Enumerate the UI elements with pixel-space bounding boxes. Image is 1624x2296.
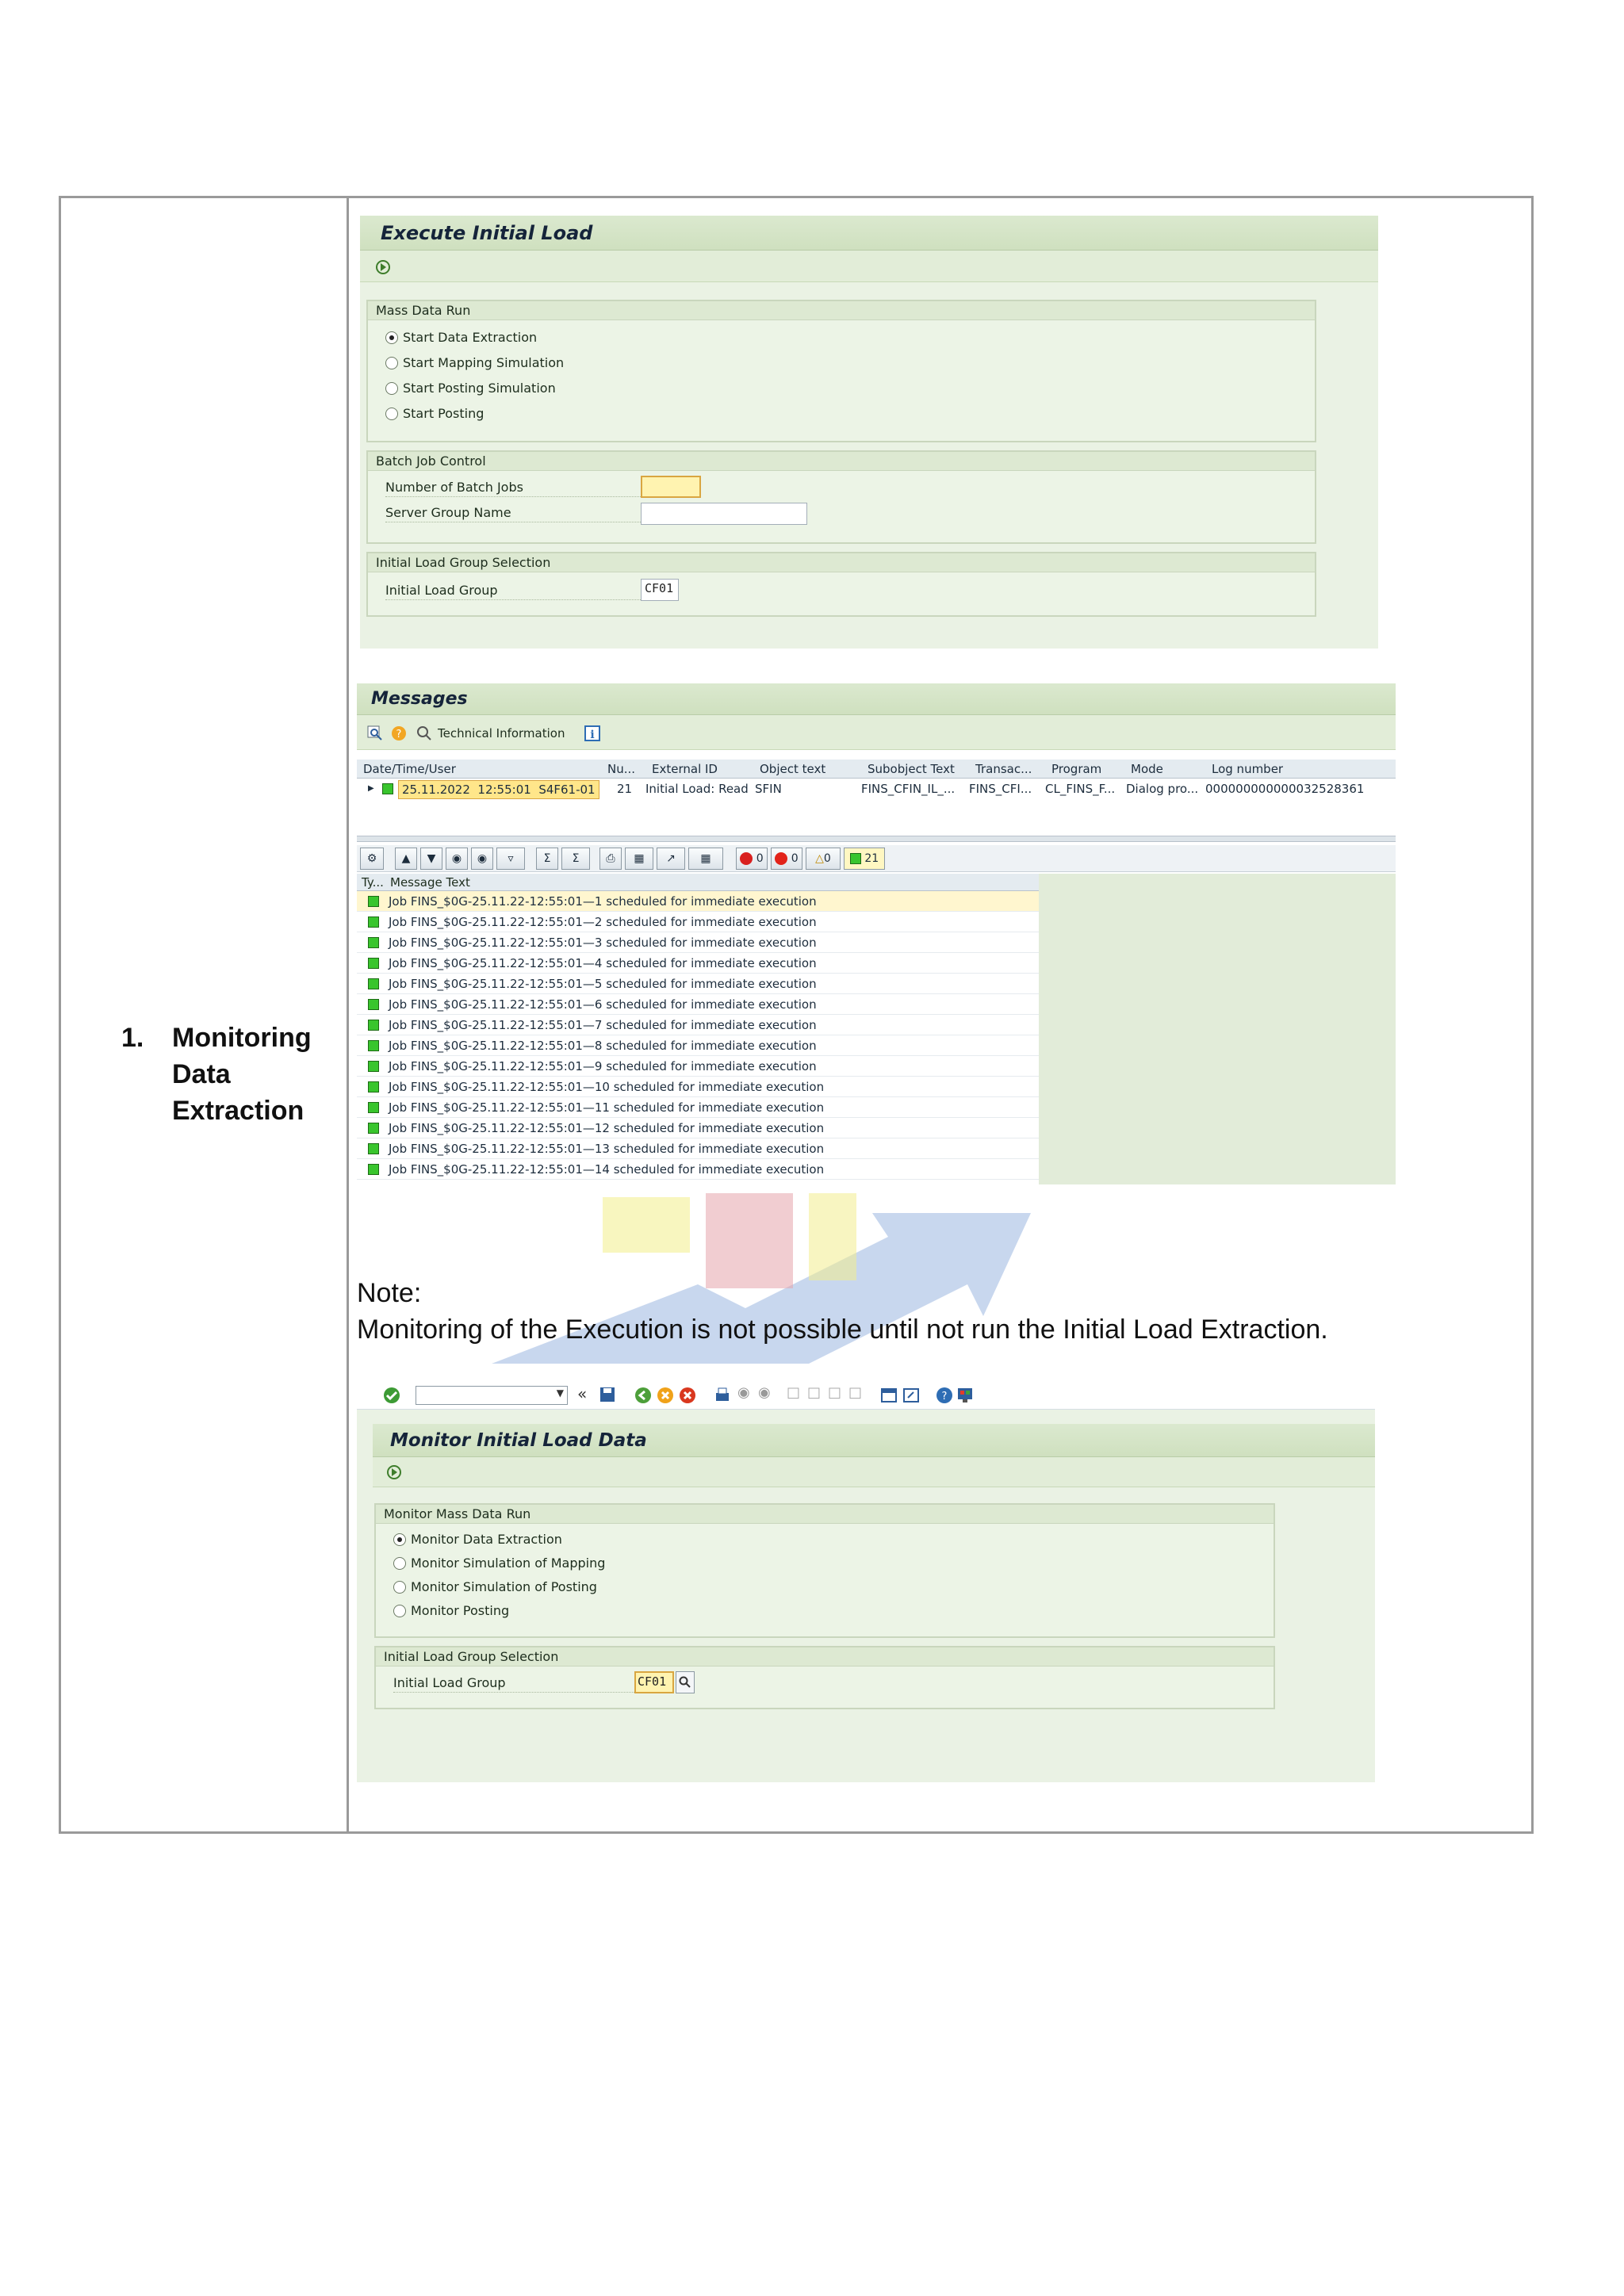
print-icon[interactable] [714, 1387, 731, 1404]
message-text: Job FINS_$0G-25.11.22-12:55:01—9 scheduled for immediate execution [389, 1059, 817, 1073]
success-count-button[interactable] [844, 848, 885, 870]
error-count: 0 [791, 852, 799, 865]
message-text: Job FINS_$0G-25.11.22-12:55:01—6 scheduled for immediate execution [389, 997, 817, 1012]
message-list-header [357, 874, 1039, 891]
monitor-mass-data-run-group [374, 1503, 1275, 1638]
splitter[interactable] [357, 836, 1396, 842]
col-subobject-text[interactable]: Subobject Text [868, 762, 955, 776]
batch-jobs-row [385, 479, 647, 497]
print-button[interactable]: ⎙ [599, 848, 622, 870]
initial-load-group-label: Initial Load Group [385, 583, 498, 598]
success-status-icon [368, 1020, 379, 1031]
find-icon[interactable]: ◉ [737, 1384, 750, 1401]
messages-titlebar [357, 683, 1396, 715]
col-number[interactable]: Nu... [607, 762, 636, 776]
exit-icon[interactable] [657, 1387, 674, 1404]
execute-icon[interactable] [374, 258, 392, 276]
initial-load-group-selection [366, 552, 1316, 617]
batch-job-control-group [366, 450, 1316, 544]
success-status-icon [368, 916, 379, 928]
find-button[interactable]: ◉ [446, 848, 468, 870]
col-transaction[interactable]: Transac... [975, 762, 1032, 776]
messages-title: Messages [371, 689, 468, 709]
error-icon [775, 852, 787, 865]
sort-ascending-button[interactable]: ▲ [395, 848, 417, 870]
screen-title: Execute Initial Load [381, 222, 593, 244]
radio-label: Monitor Simulation of Posting [411, 1579, 597, 1594]
screen-titlebar [360, 216, 1378, 251]
log-object-text: SFIN [755, 782, 782, 796]
monitor-titlebar [373, 1424, 1375, 1457]
application-toolbar [360, 251, 1378, 282]
success-status-icon [368, 1123, 379, 1134]
radio-button[interactable] [385, 382, 398, 395]
success-count: 21 [864, 852, 879, 865]
warning-count: 0 [823, 852, 831, 865]
monitor-mass-data-run-title: Monitor Mass Data Run [376, 1505, 1274, 1524]
success-status-icon [368, 978, 379, 989]
message-list [357, 891, 1039, 1184]
success-icon [850, 853, 861, 864]
col-type[interactable]: Ty... [362, 875, 384, 890]
col-external-id[interactable]: External ID [652, 762, 718, 776]
radio-button[interactable] [385, 408, 398, 420]
chevron-down-icon[interactable]: ▼ [556, 1387, 564, 1399]
radio-button[interactable] [393, 1533, 406, 1546]
message-row[interactable] [357, 994, 1039, 1015]
message-row[interactable] [357, 891, 1039, 912]
warning-count-button[interactable] [806, 848, 841, 870]
warning-icon: △ [815, 852, 824, 865]
monitor-initial-load-group-label: Initial Load Group [393, 1675, 506, 1690]
new-session-icon[interactable] [880, 1387, 898, 1404]
server-group-row [385, 504, 647, 522]
success-status-icon [368, 1061, 379, 1072]
success-status-icon [368, 937, 379, 948]
message-list-side-area [1039, 874, 1396, 1184]
success-status-icon [368, 1081, 379, 1093]
subtotal-button[interactable]: Σ [561, 848, 590, 870]
message-text: Job FINS_$0G-25.11.22-12:55:01—1 scheduled for immediate execution [389, 894, 817, 909]
message-text: Job FINS_$0G-25.11.22-12:55:01—4 scheduled for immediate execution [389, 956, 817, 970]
log-transaction: FINS_CFI... [969, 782, 1032, 796]
radio-button[interactable] [385, 357, 398, 369]
monitor-initial-load-group-input[interactable]: CF01 [634, 1671, 674, 1693]
step-title: Monitoring Data Extraction [172, 1023, 312, 1126]
value-help-button[interactable] [676, 1671, 695, 1693]
stop-count: 0 [756, 852, 764, 865]
message-row[interactable] [357, 912, 1039, 932]
messages-screen [357, 683, 1396, 1184]
detail-button[interactable]: ⚙ [360, 848, 384, 870]
success-status-icon [382, 783, 393, 794]
message-text: Job FINS_$0G-25.11.22-12:55:01—10 scheduled for immediate execution [389, 1080, 825, 1094]
next-page-icon[interactable]: □ [828, 1384, 842, 1401]
double-chevron-icon[interactable]: « [577, 1384, 588, 1403]
radio-label: Monitor Simulation of Mapping [411, 1556, 606, 1571]
cancel-icon[interactable] [679, 1387, 696, 1404]
set-filter-button[interactable]: ▿ [496, 848, 525, 870]
radio-label: Monitor Posting [411, 1603, 510, 1618]
radio-label: Start Data Extraction [403, 330, 538, 345]
log-grid-header [357, 760, 1396, 779]
col-log-number[interactable]: Log number [1212, 762, 1284, 776]
message-text: Job FINS_$0G-25.11.22-12:55:01—13 scheduled for immediate execution [389, 1142, 825, 1156]
note-text: Monitoring of the Execution is not possible until not run the Initial Load Extraction. [357, 1314, 1328, 1345]
batch-jobs-label: Number of Batch Jobs [385, 480, 523, 495]
initial-load-group-row [385, 582, 647, 600]
initial-load-group-input[interactable]: CF01 [641, 579, 679, 601]
message-list-toolbar [357, 845, 1396, 872]
messages-toolbar [357, 715, 1396, 750]
radio-label: Start Mapping Simulation [403, 355, 565, 370]
error-count-button[interactable] [771, 848, 802, 870]
svg-text:?: ? [941, 1391, 948, 1402]
system-toolbar [357, 1380, 1375, 1410]
message-row[interactable] [357, 1015, 1039, 1035]
technical-info-icon[interactable] [416, 725, 433, 742]
svg-text:i: i [590, 729, 595, 741]
col-datetime[interactable]: Date/Time/User [363, 762, 456, 776]
col-object-text[interactable]: Object text [760, 762, 826, 776]
col-program[interactable]: Program [1051, 762, 1102, 776]
message-text: Job FINS_$0G-25.11.22-12:55:01—7 scheduled for immediate execution [389, 1018, 817, 1032]
log-external-id: Initial Load: Read [645, 782, 749, 796]
monitor-application-toolbar [373, 1457, 1375, 1487]
radio-button[interactable] [385, 331, 398, 344]
enter-check-icon[interactable] [382, 1386, 401, 1405]
col-message-text[interactable]: Message Text [390, 875, 470, 890]
success-status-icon [368, 1164, 379, 1175]
message-row[interactable] [357, 974, 1039, 994]
success-status-icon [368, 958, 379, 969]
execute-icon[interactable] [385, 1464, 403, 1481]
message-row[interactable] [357, 1138, 1039, 1159]
help-icon[interactable] [390, 725, 408, 742]
stop-count-button[interactable] [736, 848, 768, 870]
filter-button[interactable]: ▼ [420, 848, 442, 870]
sum-button[interactable]: Σ [536, 848, 558, 870]
success-status-icon [368, 896, 379, 907]
batch-jobs-input[interactable] [641, 476, 701, 498]
table-column-divider [347, 198, 349, 1831]
message-text: Job FINS_$0G-25.11.22-12:55:01—8 scheduled for immediate execution [389, 1039, 817, 1053]
customize-layout-icon[interactable] [956, 1387, 974, 1404]
monitor-title: Monitor Initial Load Data [390, 1430, 647, 1451]
radio-label: Start Posting Simulation [403, 381, 556, 396]
details-icon[interactable] [366, 725, 384, 742]
back-icon[interactable] [634, 1387, 652, 1404]
expand-arrow-icon[interactable]: ▶ [368, 784, 374, 793]
log-mode: Dialog pro... [1126, 782, 1199, 796]
last-page-icon[interactable]: □ [848, 1384, 863, 1401]
step-number: 1. [121, 1023, 144, 1053]
success-status-icon [368, 999, 379, 1010]
server-group-label: Server Group Name [385, 505, 511, 520]
log-program: CL_FINS_F... [1045, 782, 1116, 796]
technical-info-label[interactable]: Technical Information [438, 726, 565, 740]
message-row[interactable] [357, 1097, 1039, 1118]
message-row[interactable] [357, 1056, 1039, 1077]
radio-label: Monitor Data Extraction [411, 1532, 562, 1547]
message-row[interactable] [357, 1159, 1039, 1180]
help-circle-icon[interactable] [936, 1387, 953, 1404]
search-icon [679, 1676, 691, 1689]
info-icon[interactable] [584, 725, 601, 742]
mass-data-run-group [366, 300, 1316, 442]
server-group-input[interactable] [641, 503, 807, 525]
monitor-initial-load-group-title: Initial Load Group Selection [376, 1647, 1274, 1667]
shortcut-icon[interactable] [902, 1387, 920, 1404]
export-button[interactable]: ↗ [657, 848, 685, 870]
find-next-button[interactable]: ◉ [471, 848, 493, 870]
views-button[interactable]: ▦ [625, 848, 653, 870]
initial-load-group-title: Initial Load Group Selection [368, 553, 1315, 572]
save-icon[interactable] [599, 1387, 615, 1402]
radio-label: Start Posting [403, 406, 485, 421]
col-mode[interactable]: Mode [1131, 762, 1163, 776]
message-row[interactable] [357, 953, 1039, 974]
layout-button[interactable]: ▦ [688, 848, 723, 870]
stop-icon [740, 852, 753, 865]
find-next-icon[interactable]: ◉ [758, 1384, 771, 1401]
message-text: Job FINS_$0G-25.11.22-12:55:01—3 scheduled for immediate execution [389, 936, 817, 950]
log-subobject: FINS_CFIN_IL_... [861, 782, 956, 796]
success-status-icon [368, 1102, 379, 1113]
radio-button[interactable] [393, 1581, 406, 1594]
log-datetime: 25.11.2022 12:55:01 S4F61-01 [398, 780, 599, 799]
batch-job-control-title: Batch Job Control [368, 452, 1315, 471]
monitor-screen [357, 1380, 1375, 1782]
monitor-initial-load-group-row [393, 1674, 642, 1693]
radio-button[interactable] [393, 1605, 406, 1617]
message-text: Job FINS_$0G-25.11.22-12:55:01—5 scheduled for immediate execution [389, 977, 817, 991]
first-page-icon[interactable]: □ [787, 1384, 801, 1401]
message-text: Job FINS_$0G-25.11.22-12:55:01—14 scheduled for immediate execution [389, 1162, 825, 1177]
execute-initial-load-screen [360, 216, 1378, 649]
log-number-count: 21 [617, 782, 633, 796]
command-field[interactable] [416, 1386, 568, 1405]
mass-data-run-title: Mass Data Run [368, 301, 1315, 320]
message-row[interactable] [357, 1118, 1039, 1138]
success-status-icon [368, 1143, 379, 1154]
radio-button[interactable] [393, 1557, 406, 1570]
message-text: Job FINS_$0G-25.11.22-12:55:01—12 scheduled for immediate execution [389, 1121, 825, 1135]
previous-page-icon[interactable]: □ [807, 1384, 822, 1401]
message-row[interactable] [357, 1077, 1039, 1097]
message-text: Job FINS_$0G-25.11.22-12:55:01—11 scheduled for immediate execution [389, 1100, 825, 1115]
log-row[interactable] [357, 780, 1396, 799]
svg-text:?: ? [396, 729, 402, 740]
note-label: Note: [357, 1278, 422, 1308]
message-row[interactable] [357, 932, 1039, 953]
message-row[interactable] [357, 1035, 1039, 1056]
log-number-value: 000000000000032528361 [1205, 782, 1365, 796]
monitor-initial-load-group-selection [374, 1646, 1275, 1709]
success-status-icon [368, 1040, 379, 1051]
message-text: Job FINS_$0G-25.11.22-12:55:01—2 scheduled for immediate execution [389, 915, 817, 929]
